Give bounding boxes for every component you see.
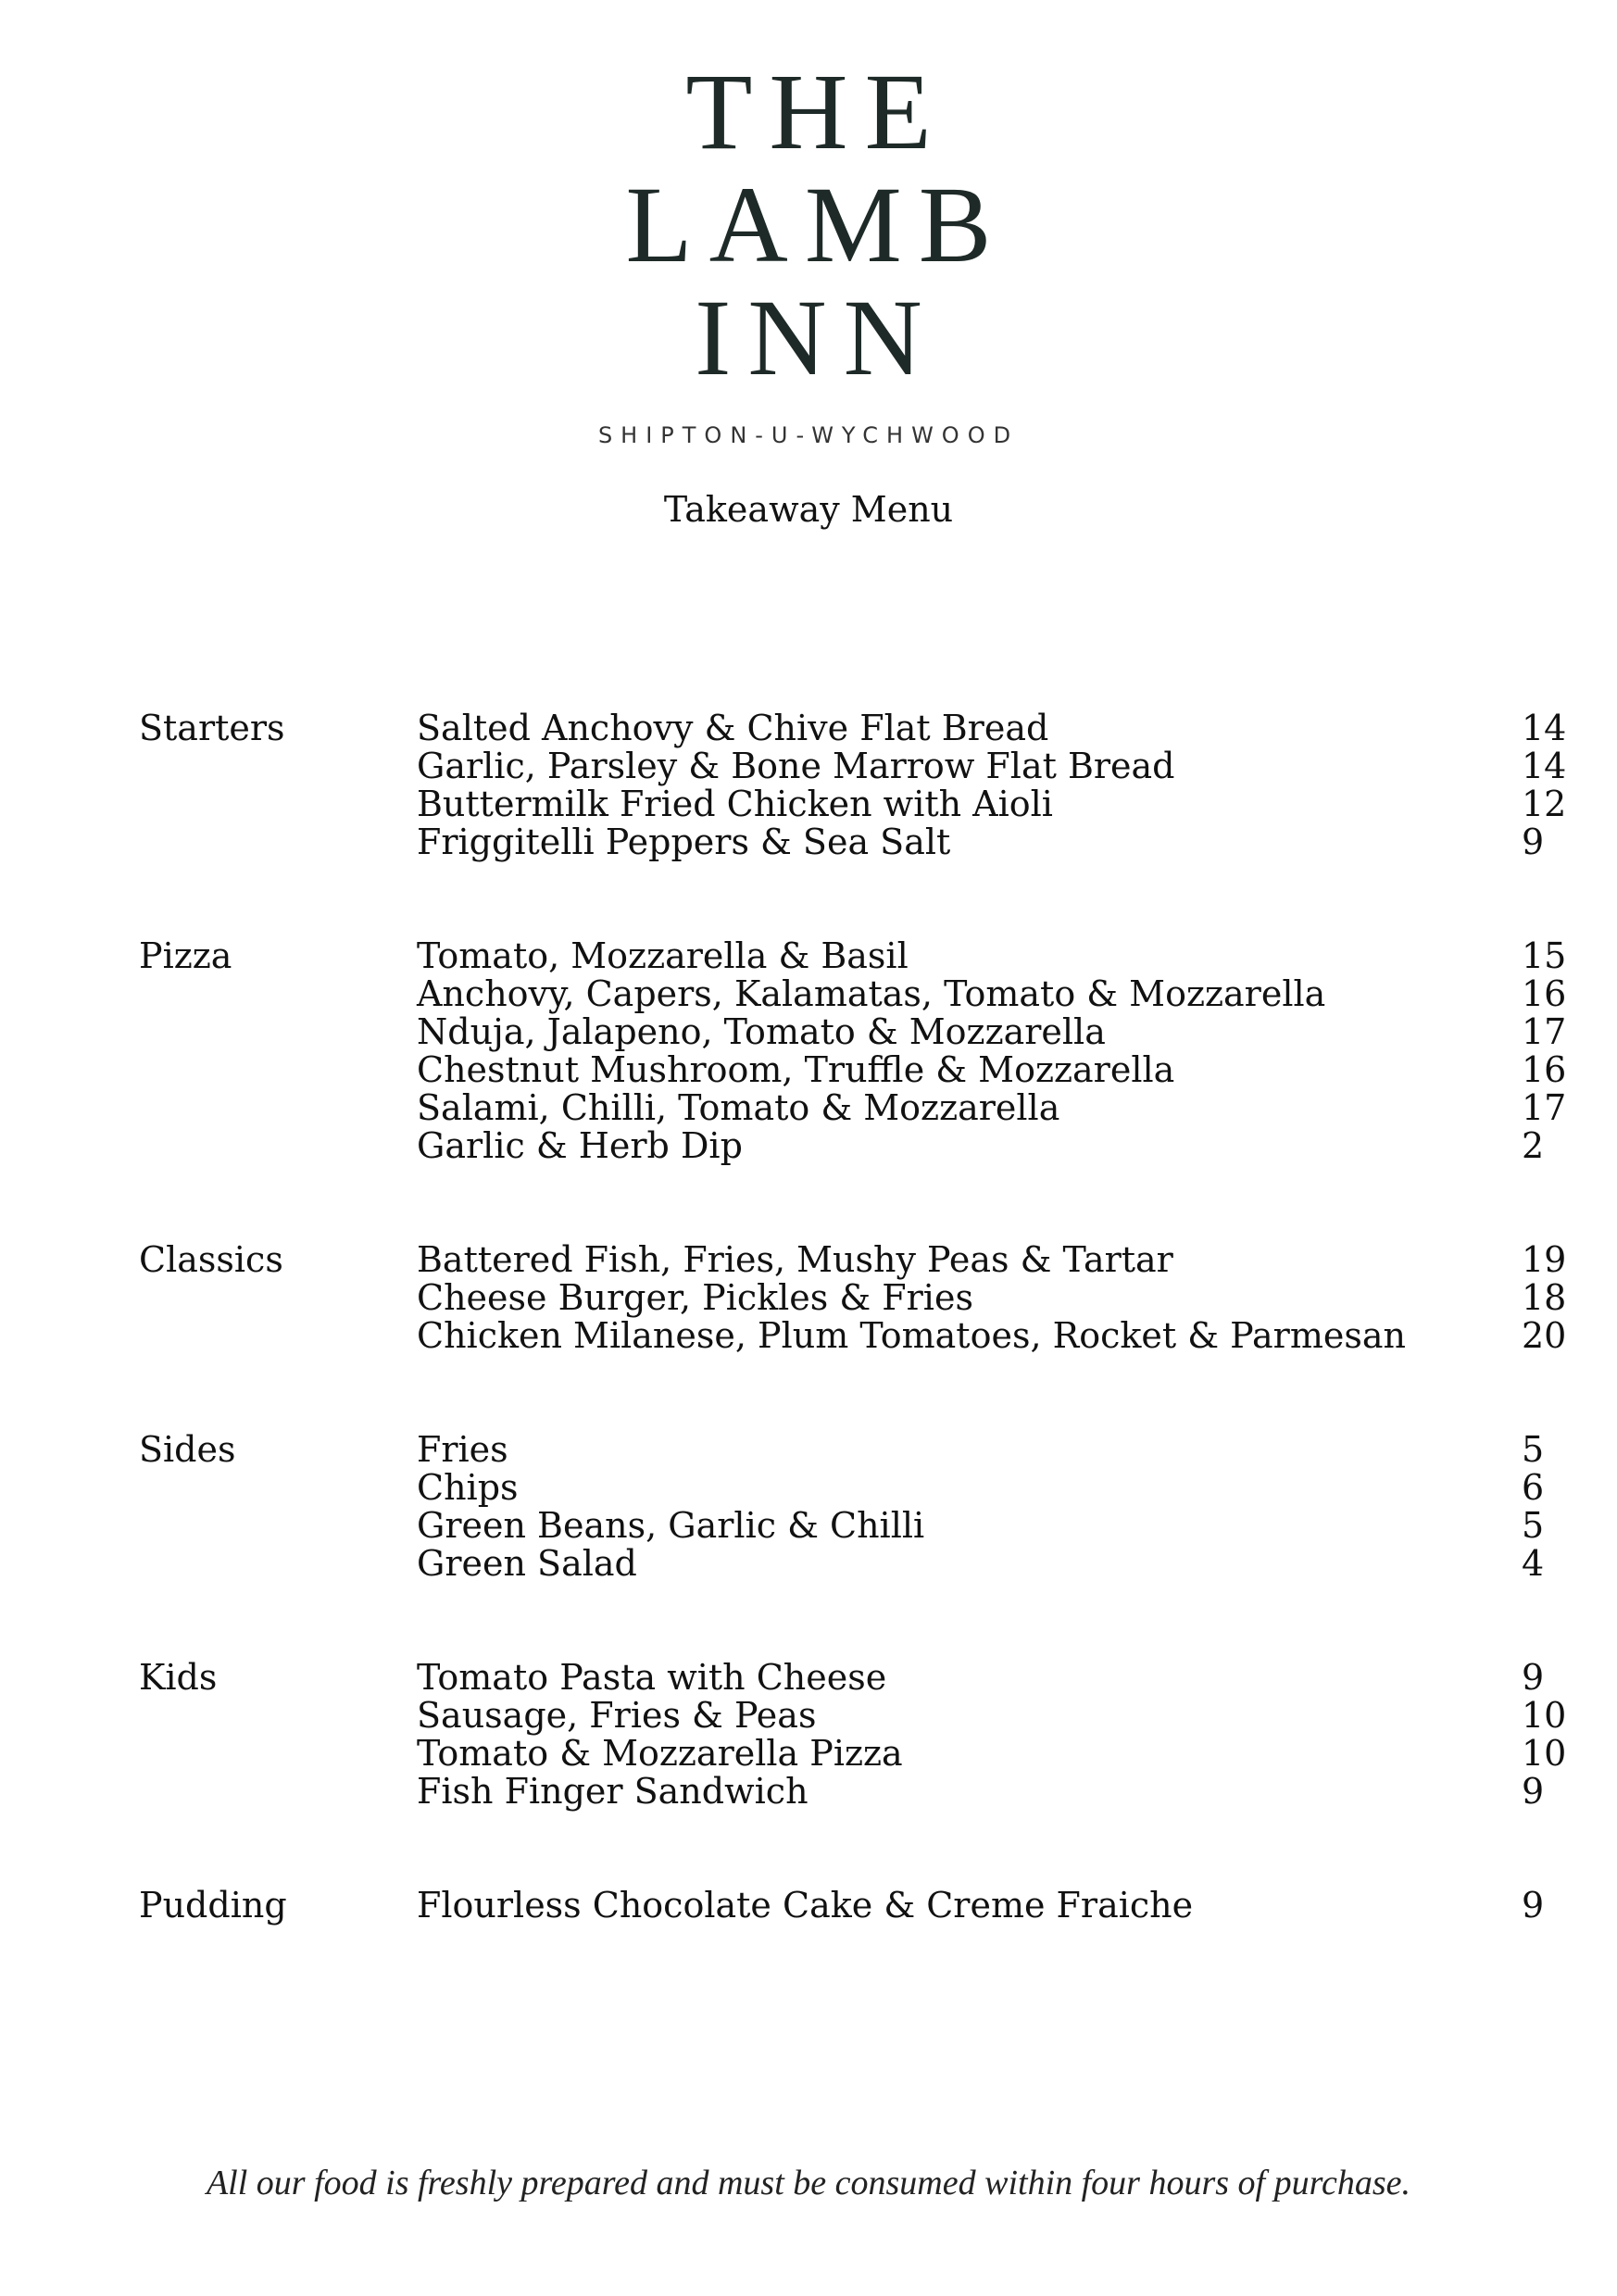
menu-item xyxy=(417,1771,1545,1812)
menu-item xyxy=(417,1125,1545,1166)
item-price: 17 xyxy=(1522,1087,1567,1128)
item-price: 14 xyxy=(1522,746,1567,786)
item-name: Garlic & Herb Dip xyxy=(417,1125,743,1166)
item-name: Chips xyxy=(417,1467,519,1508)
menu-item xyxy=(417,1049,1567,1090)
item-price: 5 xyxy=(1522,1505,1545,1546)
section-kids xyxy=(139,1657,1567,1812)
item-price: 16 xyxy=(1522,973,1567,1014)
item-price: 17 xyxy=(1522,1011,1567,1052)
item-price: 9 xyxy=(1522,1657,1545,1698)
menu-item xyxy=(417,1657,1545,1698)
item-price: 10 xyxy=(1522,1695,1567,1736)
menu-item xyxy=(417,935,1567,976)
item-price: 18 xyxy=(1522,1277,1567,1318)
section-pizza xyxy=(139,935,1567,1166)
item-name: Green Salad xyxy=(417,1543,637,1584)
item-price: 6 xyxy=(1522,1467,1545,1508)
menu-item xyxy=(417,746,1567,786)
item-name: Flourless Chocolate Cake & Creme Fraiche xyxy=(417,1885,1194,1926)
menu-item xyxy=(417,1543,1545,1584)
menu-item xyxy=(417,1733,1567,1774)
item-name: Cheese Burger, Pickles & Fries xyxy=(417,1277,973,1318)
item-name: Friggitelli Peppers & Sea Salt xyxy=(417,822,951,862)
menu-item xyxy=(417,1885,1545,1926)
item-name: Sausage, Fries & Peas xyxy=(417,1695,817,1736)
item-name: Tomato Pasta with Cheese xyxy=(417,1657,887,1698)
location-subtitle: SHIPTON-U-WYCHWOOD xyxy=(597,422,1020,448)
item-price: 14 xyxy=(1522,708,1567,748)
menu-item xyxy=(417,1467,1545,1508)
item-price: 12 xyxy=(1522,784,1567,824)
item-price: 9 xyxy=(1522,822,1545,862)
item-price: 16 xyxy=(1522,1049,1567,1090)
section-heading: Pizza xyxy=(139,935,232,976)
item-name: Battered Fish, Fries, Mushy Peas & Tartar xyxy=(417,1239,1173,1280)
section-sides xyxy=(139,1429,1545,1584)
logo xyxy=(0,0,1617,398)
item-name: Tomato & Mozzarella Pizza xyxy=(417,1733,903,1774)
item-price: 9 xyxy=(1522,1885,1545,1926)
menu-item xyxy=(417,784,1567,824)
item-name: Buttermilk Fried Chicken with Aioli xyxy=(417,784,1053,824)
menu-item xyxy=(417,973,1567,1014)
menu-item xyxy=(417,1011,1567,1052)
logo-line-inn: INN xyxy=(695,277,939,398)
section-classics xyxy=(139,1239,1567,1356)
item-name: Nduja, Jalapeno, Tomato & Mozzarella xyxy=(417,1011,1106,1052)
menu-item xyxy=(417,708,1567,748)
menu-item xyxy=(417,1277,1567,1318)
section-heading: Kids xyxy=(139,1657,218,1698)
section-heading: Classics xyxy=(139,1239,283,1280)
item-price: 19 xyxy=(1522,1239,1567,1280)
item-name: Fries xyxy=(417,1429,508,1470)
item-name: Anchovy, Capers, Kalamatas, Tomato & Mozzarella xyxy=(417,973,1326,1014)
menu-item xyxy=(417,1429,1545,1470)
menu-item xyxy=(417,822,1545,862)
item-name: Green Beans, Garlic & Chilli xyxy=(417,1505,925,1546)
section-heading: Pudding xyxy=(139,1885,287,1926)
menu-title: Takeaway Menu xyxy=(663,489,954,530)
menu-item xyxy=(417,1315,1567,1356)
item-name: Garlic, Parsley & Bone Marrow Flat Bread xyxy=(417,746,1175,786)
menu-list xyxy=(139,708,1567,1926)
menu-item xyxy=(417,1087,1567,1128)
section-starters xyxy=(139,708,1567,862)
item-name: Tomato, Mozzarella & Basil xyxy=(417,935,909,976)
item-price: 5 xyxy=(1522,1429,1545,1470)
logo-line-lamb: LAMB xyxy=(625,164,1009,285)
item-name: Chestnut Mushroom, Truffle & Mozzarella xyxy=(417,1049,1175,1090)
section-heading: Starters xyxy=(139,708,285,748)
footer-note: All our food is freshly prepared and must be consumed within four hours of purchase. xyxy=(206,2164,1411,2202)
menu-item xyxy=(417,1695,1567,1736)
logo-line-the: THE xyxy=(685,51,948,172)
item-price: 4 xyxy=(1522,1543,1545,1584)
item-price: 20 xyxy=(1522,1315,1567,1356)
item-name: Fish Finger Sandwich xyxy=(417,1771,808,1812)
item-name: Salted Anchovy & Chive Flat Bread xyxy=(417,708,1049,748)
section-pudding xyxy=(139,1885,1545,1926)
menu-item xyxy=(417,1239,1567,1280)
menu-item xyxy=(417,1505,1545,1546)
section-heading: Sides xyxy=(139,1429,236,1470)
item-name: Chicken Milanese, Plum Tomatoes, Rocket & Parmesan xyxy=(417,1315,1406,1356)
item-name: Salami, Chilli, Tomato & Mozzarella xyxy=(417,1087,1060,1128)
item-price: 2 xyxy=(1522,1125,1545,1166)
item-price: 10 xyxy=(1522,1733,1567,1774)
item-price: 9 xyxy=(1522,1771,1545,1812)
item-price: 15 xyxy=(1522,935,1567,976)
